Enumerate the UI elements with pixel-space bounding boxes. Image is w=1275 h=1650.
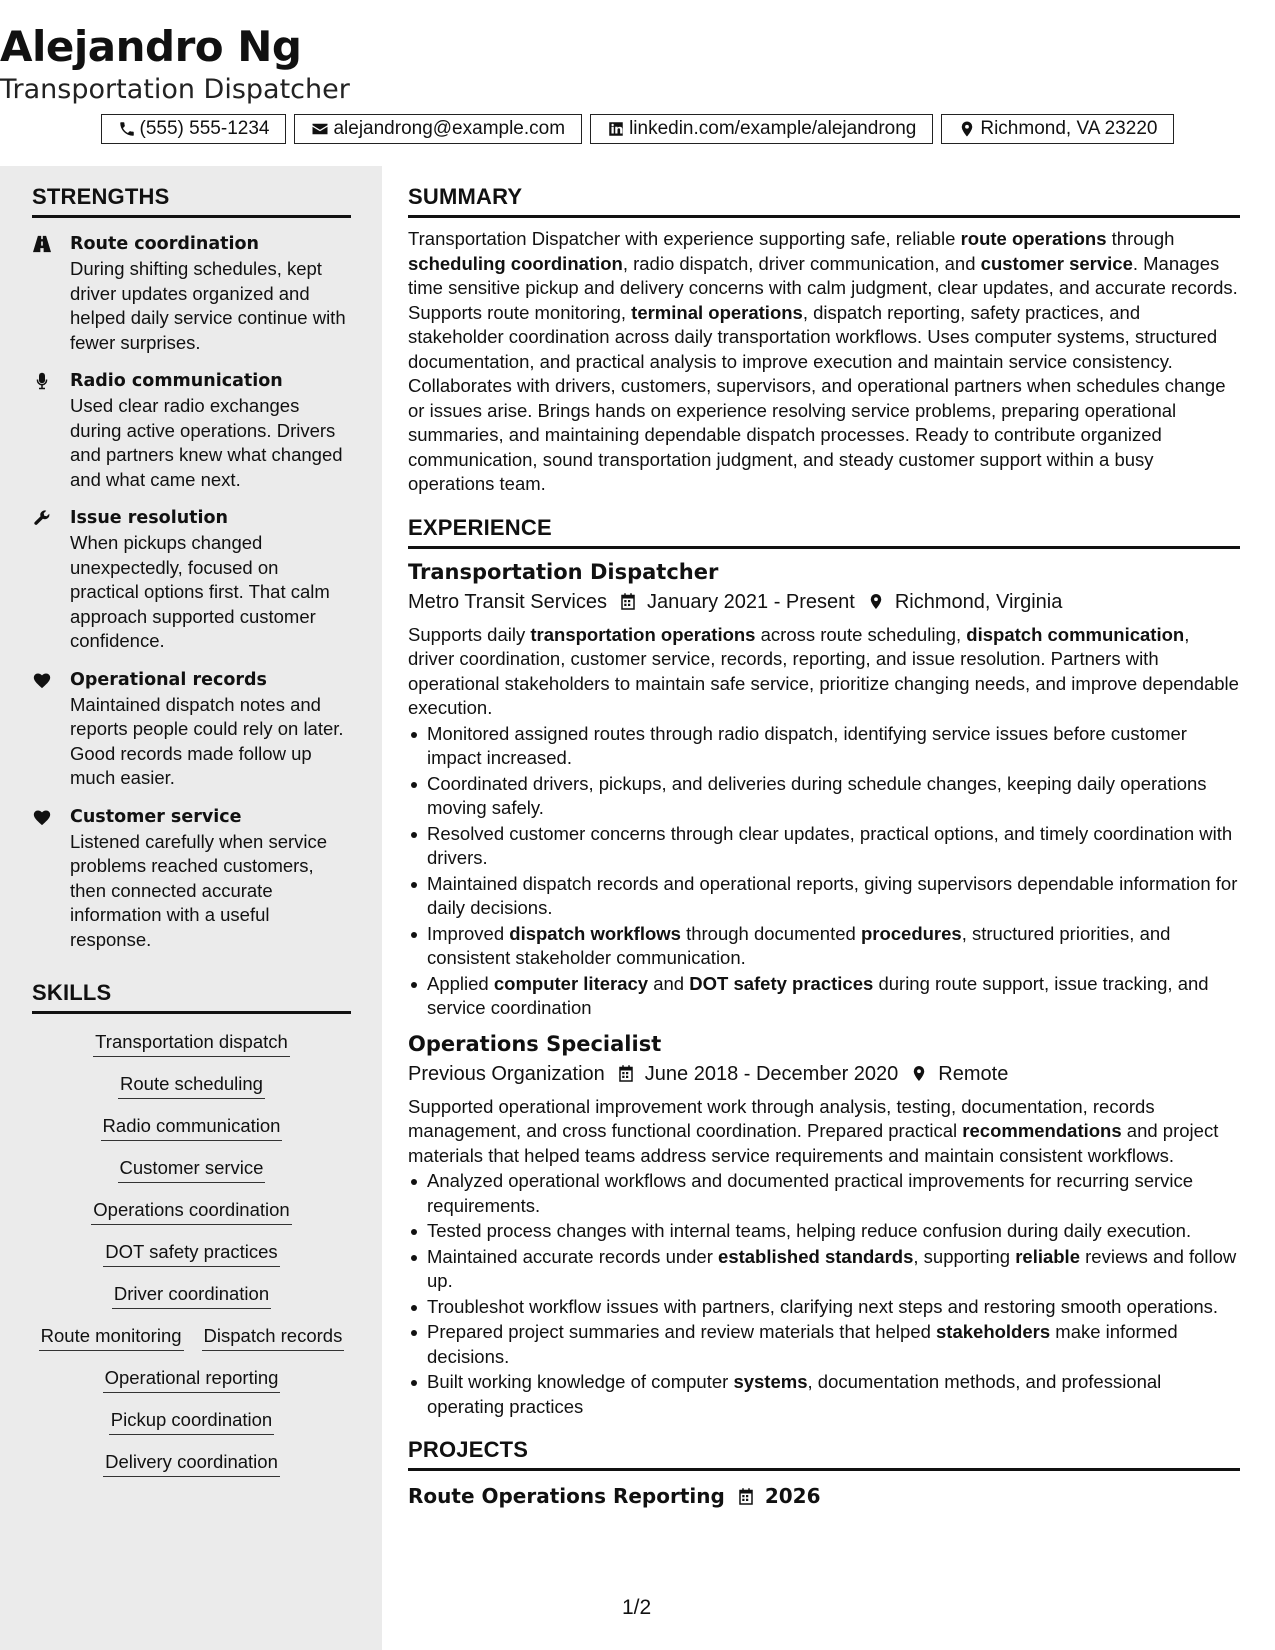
strength-desc: Maintained dispatch notes and reports people could rely on later. Good records made follow up much easier. <box>70 693 344 788</box>
strength-item <box>32 232 351 355</box>
job-description: Supports daily transportation operations across route scheduling, dispatch communication, driver coordination, customer service, records, reporting, and issue resolution. Partners with operational stakeholders to maintain safe service, prioritize changing needs, and improve dependable execution. <box>408 623 1239 718</box>
list-item: Tested process changes with internal teams, helping reduce confusion during daily execution. <box>408 1219 1240 1244</box>
contact-location[interactable] <box>941 114 1174 144</box>
job-meta <box>408 587 1240 617</box>
heart-icon <box>32 808 52 826</box>
skill-tag: Customer service <box>118 1156 266 1183</box>
skill-tag: Pickup coordination <box>109 1408 274 1435</box>
linkedin-icon <box>607 120 625 138</box>
strength-title: Operational records <box>70 669 267 690</box>
list-item: Built working knowledge of computer systems, documentation methods, and professional operating practices <box>408 1370 1240 1419</box>
email-text: alejandrong@example.com <box>333 118 566 139</box>
contact-email[interactable] <box>294 114 582 144</box>
strengths-section <box>32 184 351 952</box>
contact-phone[interactable] <box>101 114 287 144</box>
job-dates: June 2018 - December 2020 <box>644 1062 899 1085</box>
list-item: Analyzed operational workflows and documented practical improvements for recurring service requirements. <box>408 1169 1240 1218</box>
map-pin-icon <box>910 1064 928 1083</box>
job-title: Transportation Dispatcher <box>408 559 719 584</box>
strength-title: Issue resolution <box>70 508 229 528</box>
job-dates: January 2021 - Present <box>646 590 855 613</box>
project-title: Route Operations Reporting <box>408 1484 725 1508</box>
list-item: Maintained accurate records under established standards, supporting reliable reviews and follow up. <box>408 1245 1240 1294</box>
skill-tag: Transportation dispatch <box>93 1030 290 1057</box>
list-item: Coordinated drivers, pickups, and deliveries during schedule changes, keeping daily operations moving safely. <box>408 772 1240 821</box>
road-icon <box>32 235 52 253</box>
experience-heading: EXPERIENCE <box>408 515 1240 549</box>
list-item: Applied computer literacy and DOT safety practices during route support, issue tracking, and service coordination <box>408 972 1240 1021</box>
job-title: Operations Specialist <box>408 1031 662 1056</box>
phone-text: (555) 555-1234 <box>139 118 270 139</box>
wrench-icon <box>32 509 52 527</box>
summary-text: Transportation Dispatcher with experience supporting safe, reliable route operations through scheduling coordination, radio dispatch, driver communication, and customer service. Manages time sensitive pickup and delivery concerns with calm judgment, clear updates, and accurate records. Supports route monitoring, terminal operations, dispatch reporting, safety practices, and stakeholder coordination across daily transportation workflows. Uses computer systems, structured documentation, and practical analysis to improve execution and maintain service consistency. Collaborates with drivers, customers, supervisors, and operational partners when schedules change or issues arise. Brings hands on experience resolving service problems, preparing operational summaries, and maintaining dependable dispatch processes. Ready to contribute organized communication, sound transportation judgment, and steady customer support within a busy operations team. <box>408 228 1238 494</box>
contact-bar <box>0 114 1275 144</box>
strength-item <box>32 369 351 492</box>
skill-tag: Operational reporting <box>103 1366 281 1393</box>
list-item: Troubleshot workflow issues with partners, clarifying next steps and restoring smooth operations. <box>408 1295 1240 1320</box>
strength-desc: Used clear radio exchanges during active operations. Drivers and partners knew what changed and what came next. <box>70 395 343 490</box>
job-entry <box>408 1029 1240 1420</box>
company-name: Previous Organization <box>408 1062 605 1085</box>
strength-title: Route coordination <box>70 234 259 254</box>
job-title: Transportation Dispatcher <box>0 74 350 105</box>
heart-icon <box>32 671 52 689</box>
job-description: Supported operational improvement work through analysis, testing, documentation, records management, and cross functional coordination. Prepared practical recommendations and project materials that helped teams address service requirements and maintain consistent workflows. <box>408 1095 1219 1166</box>
strength-item <box>32 506 351 654</box>
strength-desc: Listened carefully when service problems reached customers, then connected accurate information with a useful response. <box>70 830 328 950</box>
list-item: Monitored assigned routes through radio dispatch, identifying service issues before customer impact increased. <box>408 722 1240 771</box>
job-location: Remote <box>938 1062 1009 1085</box>
linkedin-text: linkedin.com/example/alejandrong <box>629 118 917 139</box>
skill-tag: DOT safety practices <box>103 1240 279 1267</box>
contact-linkedin[interactable] <box>590 114 933 144</box>
candidate-name: Alejandro Ng <box>0 22 302 71</box>
envelope-icon <box>311 120 329 138</box>
project-year: 2026 <box>764 1484 821 1508</box>
calendar-icon <box>619 592 637 611</box>
strength-desc: During shifting schedules, kept driver updates organized and helped daily service continue with fewer surprises. <box>70 258 346 353</box>
microphone-icon <box>32 372 52 390</box>
page-number: 1/2 <box>622 1596 652 1619</box>
project-entry <box>408 1481 1240 1511</box>
strength-item <box>32 668 351 791</box>
job-location: Richmond, Virginia <box>894 590 1063 613</box>
strength-title: Radio communication <box>70 371 283 391</box>
strength-desc: When pickups changed unexpectedly, focused on practical options first. That calm approach supported customer confidence. <box>70 532 330 651</box>
main-column <box>408 184 1240 1511</box>
location-text: Richmond, VA 23220 <box>980 118 1158 139</box>
map-pin-icon <box>958 120 976 138</box>
skill-tag: Route scheduling <box>118 1072 265 1099</box>
job-meta <box>408 1059 1240 1089</box>
calendar-icon <box>737 1487 755 1506</box>
skill-tag: Route monitoring <box>39 1324 184 1351</box>
skills-list <box>32 1030 351 1477</box>
projects-section <box>408 1437 1240 1511</box>
job-entry <box>408 557 1240 1021</box>
list-item: Prepared project summaries and review materials that helped stakeholders make informed decisions. <box>408 1320 1240 1369</box>
strength-title: Customer service <box>70 806 242 827</box>
skills-heading: SKILLS <box>32 980 351 1014</box>
job-bullets <box>408 1169 1240 1419</box>
calendar-icon <box>617 1064 635 1083</box>
summary-heading: SUMMARY <box>408 184 1240 218</box>
job-bullets <box>408 722 1240 1021</box>
skill-tag: Dispatch records <box>202 1324 345 1351</box>
company-name: Metro Transit Services <box>408 590 607 613</box>
phone-icon <box>118 120 136 138</box>
map-pin-icon <box>867 592 885 611</box>
skill-tag: Driver coordination <box>112 1282 271 1309</box>
list-item: Resolved customer concerns through clear updates, practical options, and timely coordination with drivers. <box>408 822 1240 871</box>
skill-tag: Radio communication <box>101 1114 283 1141</box>
skill-tag: Delivery coordination <box>103 1450 280 1477</box>
list-item: Improved dispatch workflows through documented procedures, structured priorities, and consistent stakeholder communication. <box>408 922 1240 971</box>
strengths-heading: STRENGTHS <box>32 184 351 218</box>
strength-item <box>32 805 351 953</box>
skill-tag: Operations coordination <box>91 1198 291 1225</box>
projects-heading: PROJECTS <box>408 1437 1240 1471</box>
experience-section <box>408 515 1240 1420</box>
skills-section <box>32 980 351 1477</box>
list-item: Maintained dispatch records and operational reports, giving supervisors dependable information for daily decisions. <box>408 872 1240 921</box>
